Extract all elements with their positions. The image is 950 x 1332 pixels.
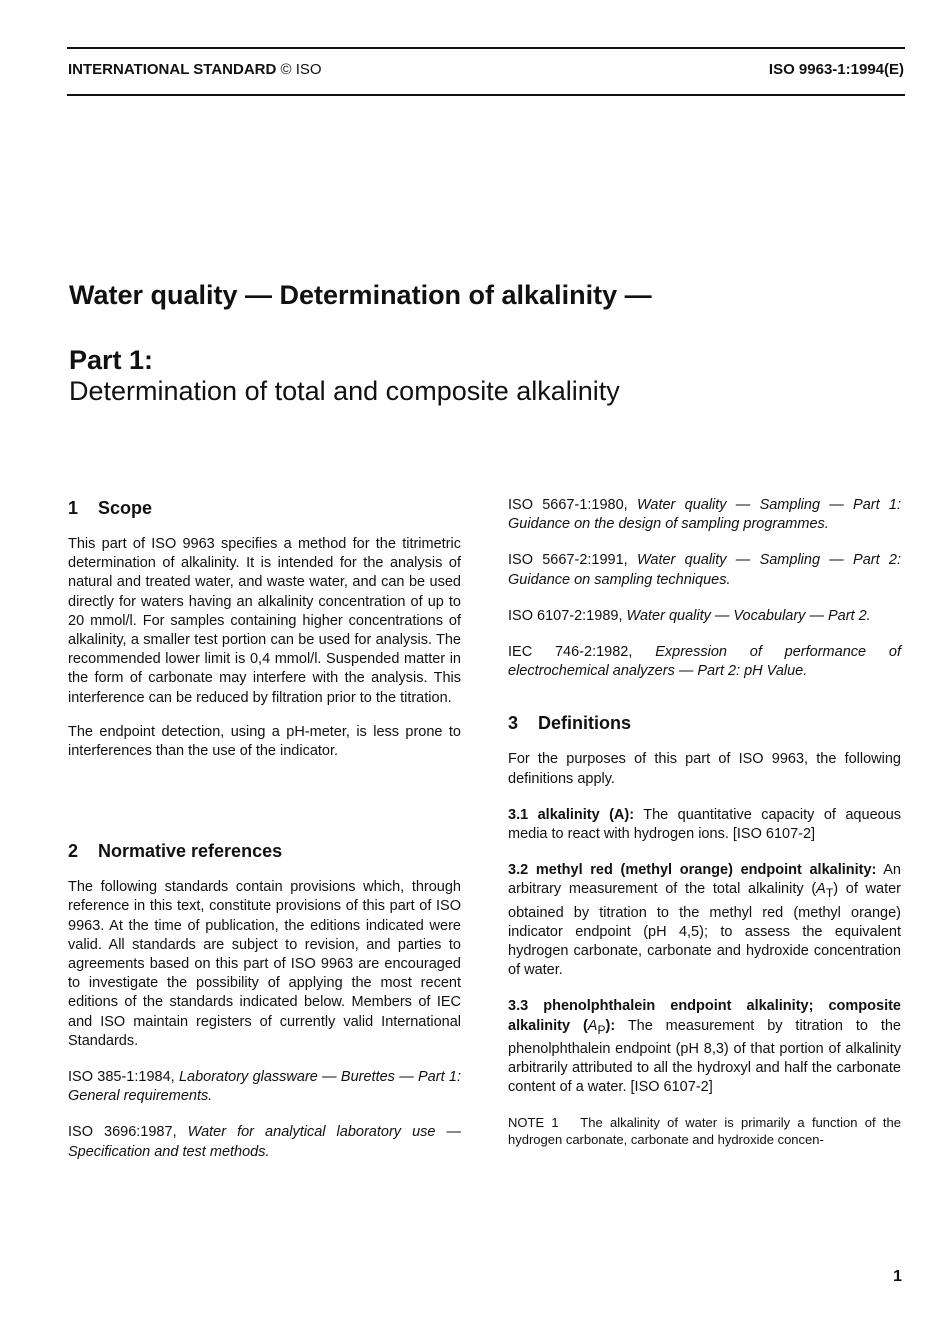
reference-title: Laboratory glassware — Burettes — Part 1: General requirements. bbox=[68, 1069, 461, 1105]
definition-text: The quantitative capacity of aqueous media to react with hydrogen ions. [ISO 6107-2] bbox=[508, 806, 902, 843]
definitions-intro: For the purposes of this part of ISO 9963, the following definitions apply. bbox=[508, 751, 901, 787]
note-label: NOTE 1 bbox=[508, 1115, 559, 1131]
section-number: 2 bbox=[68, 841, 79, 862]
reference-title: Water quality — Sampling — Part 2: Guidance on sampling techniques. bbox=[508, 552, 901, 588]
reference-title: Water quality — Sampling — Part 1: Guidance on the design of sampling programmes. bbox=[508, 497, 901, 533]
reference-code: ISO 5667-1:1980, bbox=[508, 497, 628, 513]
symbol-subscript: T bbox=[825, 886, 834, 901]
symbol-subscript: P bbox=[597, 1022, 606, 1037]
reference-title: Water for analytical laboratory use — Specification and test methods. bbox=[68, 1124, 461, 1160]
scope-paragraph-1: This part of ISO 9963 specifies a method for the titrimetric determination of alkalinity. It is intended for the analysis of natural and treated water, and waste water, and can be used directly for waters having an alkalinity concentration of up to 20 mmol/l. For samples containing higher concentrations of alkalinity, a smaller test portion can be used for analysis. The recommended lower limit is 0,4 mmol/l. Suspended matter in the form of carbonate may interfere with the analysis. This interference can be reduced by filtration prior to the titration. bbox=[68, 536, 461, 706]
definition-3-1 bbox=[508, 806, 901, 844]
header-doc-id: ISO 9963-1:1994(E) bbox=[768, 61, 904, 78]
page-number: 1 bbox=[893, 1268, 902, 1285]
definition-number: 3.3 bbox=[508, 998, 529, 1015]
reference-code: ISO 6107-2:1989, bbox=[508, 607, 623, 624]
definition-term: methyl red (methyl orange) endpoint alkalinity: bbox=[535, 862, 877, 879]
section-definitions-heading bbox=[508, 711, 901, 735]
reference-item bbox=[508, 496, 901, 534]
definition-3-2 bbox=[508, 861, 901, 980]
section-scope-heading bbox=[68, 496, 461, 520]
document-subtitle: Determination of total and composite alkalinity bbox=[69, 376, 620, 406]
section-normative-heading bbox=[68, 839, 461, 863]
normative-intro: The following standards contain provisions which, through reference in this text, constitute provisions of this part of ISO 9963. At the time of publication, the editions indicated were valid. All standards are subject to revision, and parties to agreements based on this part of ISO 9963 are encouraged to investigate the possibility of applying the most recent editions of the standards indicated below. Members of IEC and ISO maintain registers of currently valid International Standards. bbox=[68, 879, 461, 1049]
definition-term-close: ): bbox=[605, 1017, 616, 1034]
reference-item bbox=[508, 607, 901, 626]
definition-term: phenolphthalein endpoint alkalinity; composite alkalinity ( bbox=[508, 998, 901, 1034]
section-title: Scope bbox=[98, 498, 153, 518]
section-title: Normative references bbox=[98, 841, 283, 862]
symbol: A bbox=[587, 1017, 598, 1034]
definition-number: 3.1 bbox=[508, 806, 529, 823]
note-text: The alkalinity of water is primarily a function of the hydrogen carbonate, carbonate and hydroxide concen- bbox=[508, 1115, 901, 1148]
definition-text: The measurement by titration to the phenolphthalein endpoint (pH 8,3) of that portion of alkalinity arbitrarily attributed to all the hydroxyl and half the carbonate content of a water. [ISO 6107-2] bbox=[508, 1017, 901, 1096]
reference-code: IEC 746-2:1982, bbox=[508, 644, 633, 661]
section-number: 3 bbox=[508, 713, 519, 734]
symbol: A bbox=[816, 881, 826, 898]
reference-code: ISO 3696:1987, bbox=[68, 1124, 177, 1141]
header-top-rule bbox=[67, 47, 905, 49]
definition-number: 3.2 bbox=[508, 862, 529, 879]
right-column bbox=[508, 496, 901, 1148]
definition-term: alkalinity (A): bbox=[537, 806, 635, 823]
scope-paragraph-2: The endpoint detection, using a pH-meter, is less prone to interferences than the use of the indicator. bbox=[68, 723, 461, 760]
definition-text: An arbitrary measurement of the total alkalinity ( bbox=[508, 862, 902, 898]
part-label: Part 1: bbox=[69, 345, 154, 375]
reference-code: ISO 5667-2:1991, bbox=[508, 552, 628, 569]
document-title: Water quality — Determination of alkalinity — bbox=[69, 280, 652, 310]
definition-3-3 bbox=[508, 997, 901, 1097]
section-title: Definitions bbox=[538, 713, 631, 734]
note-1 bbox=[508, 1114, 901, 1148]
copyright-label: © ISO bbox=[280, 61, 322, 78]
reference-item bbox=[508, 643, 901, 681]
reference-item bbox=[68, 1068, 461, 1106]
reference-item bbox=[508, 551, 901, 589]
reference-title: Water quality — Vocabulary — Part 2. bbox=[626, 607, 871, 624]
header-standard-label bbox=[68, 61, 322, 78]
header-bottom-rule bbox=[67, 94, 905, 96]
reference-item bbox=[68, 1123, 461, 1161]
standard-label: INTERNATIONAL STANDARD bbox=[68, 61, 277, 78]
reference-code: ISO 385-1:1984, bbox=[68, 1069, 175, 1086]
left-column bbox=[68, 496, 461, 1162]
section-number: 1 bbox=[68, 498, 79, 518]
definition-text-continued: ) of water obtained by titration to the methyl red (methyl orange) indicator endpoint (pH 4,5); to assess the equivalent hydrogen carbonate, carbonate and hydroxide concentration of water. bbox=[508, 881, 902, 979]
reference-title: Expression of performance of electrochemical analyzers — Part 2: pH Value. bbox=[508, 644, 901, 680]
